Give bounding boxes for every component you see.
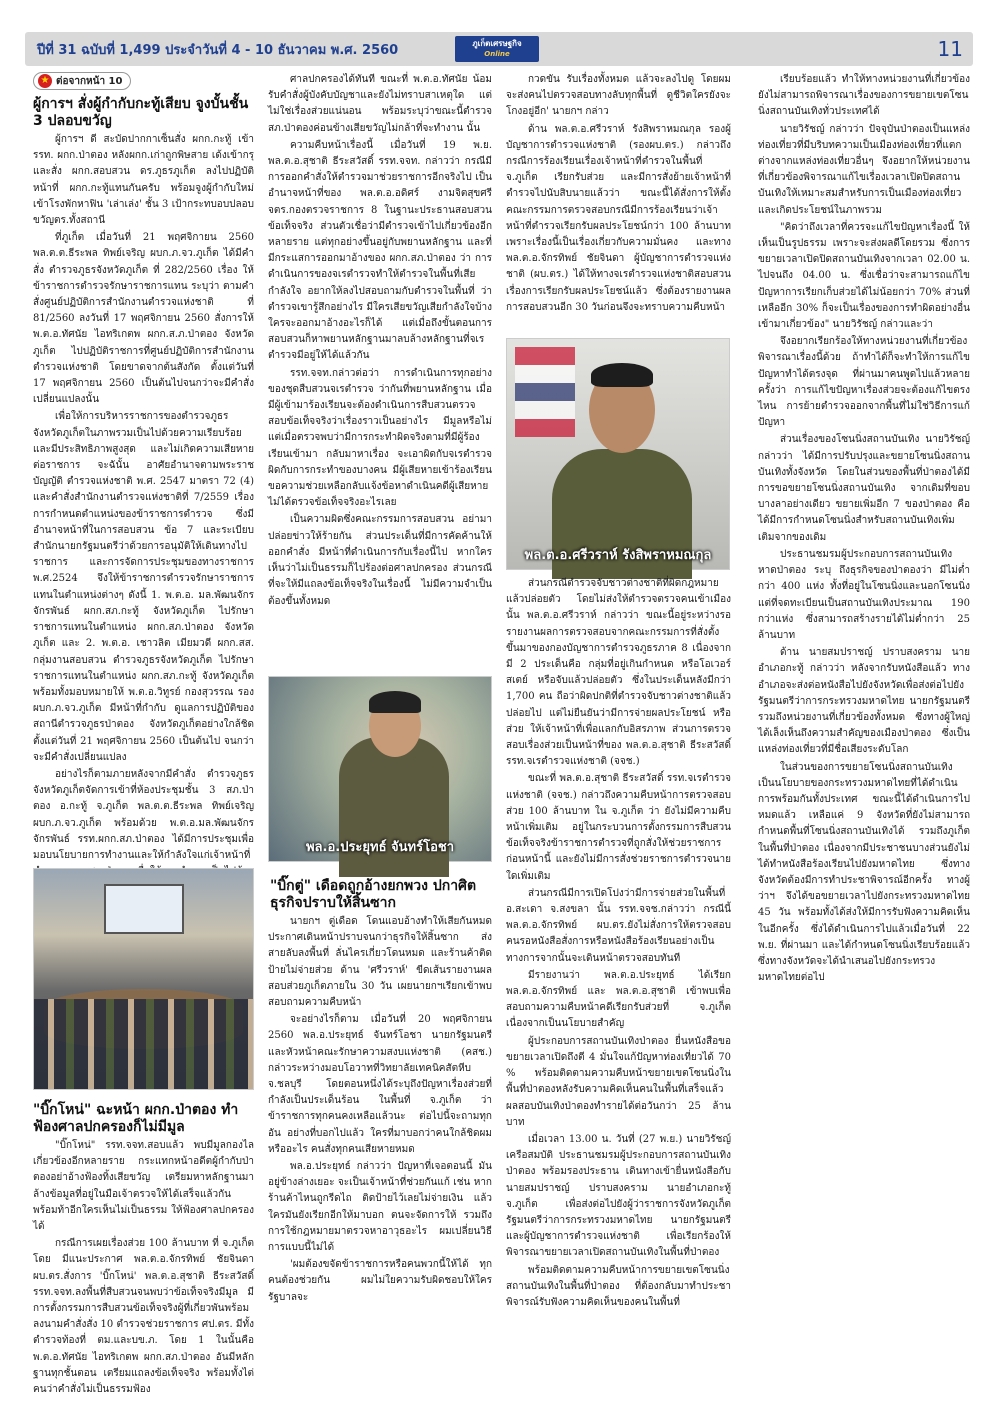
paragraph: ประธานชมรมผู้ประกอบการสถานบันเทิงหาดป่าตอง ระบุ ถึงธุรกิจของป่าตองว่า มีไม่ต่ำกว่า 400 แห่ง ทั้งที่อยู่ในโซนนิ่งและนอกโซนนิ่ง แต่ที่จดทะเบียนเป็นสถานบันเทิงประมาณ 190 กว่าแห่ง ซึ่งสามารถสร้างรายได้ไม่ต่ำกว่า 25 ล้านบาท — [758, 548, 970, 641]
star-icon: ★ — [38, 74, 52, 88]
article3-body — [268, 914, 492, 1416]
paragraph: เรียบร้อยแล้ว ทำให้ทางหน่วยงานที่เกี่ยวข้องยังไม่สามารถพิจารณาเรื่องของการขยายเขตโซนนิ่งสถานบันเทิงทั่วประเทศได้ — [758, 74, 970, 118]
article3-continued-top — [506, 72, 731, 334]
paragraph: พร้อมติดตามความคืบหน้าการขยายเขตโซนนิ่งสถานบันเทิงในพื้นที่ป่าตอง ที่ต้องกลับมาทำประชาพิจารณ์รับฟังความคิดเห็นของคนในพื้นที่ — [506, 1264, 731, 1308]
prayut-photo — [268, 676, 492, 862]
srivara-photo — [506, 338, 730, 570]
article1-headline: ผู้การฯ สั่งผู้กำกับกะทู้เสียบ จูงบั้นชั้น 3 ปลอบขวัญ — [33, 96, 249, 129]
paragraph: นายวิรัชญ์ กล่าวว่า ปัจจุบันป่าตองเป็นแหล่งท่องเที่ยวที่มีบริบทความเป็นเมืองท่องเที่ยวที่แตกต่างจากแหล่งท่องเที่ยวอื่นๆ จึงอยากให้หน่วยงานที่เกี่ยวข้องพิจารณาแก้ไขเรื่องเวลาเปิดปิดสถานบันเทิงให้เหมาะสมสำหรับการเป็นเมืองท่องเที่ยว และเกิดประโยชน์ในภาพรวม — [758, 123, 970, 216]
paragraph: เมื่อเวลา 13.00 น. วันที่ (27 พ.ย.) นายวิรัชญ์ เครือสมบัติ ประธานชมรมผู้ประกอบการสถานบันเทิงป่าตอง พร้อมรองประธาน เดินทางเข้ายื่นหนังสือกับนายสมปราชญ์ ปราบสงคราม นายอำเภอกะทู้ จ.ภูเก็ต เพื่อส่งต่อไปยังผู้ว่าราชการจังหวัดภูเก็ต รัฐมนตรีว่าการกระทรวงมหาดไทย นายกรัฐมนตรี และผู้บัญชาการตำรวจแห่งชาติ เพื่อเรียกร้องให้พิจารณาขยายเวลาเปิดสถานบันเทิงในพื้นที่ป่าตอง — [506, 1133, 731, 1259]
logo-sub: Online — [484, 50, 510, 58]
photo-caption: พล.อ.ประยุทธ์ จันทร์โอชา — [305, 840, 455, 855]
paragraph: ส่วนเรื่องของโซนนิ่งสถานบันเทิง นายวิรัชญ์ กล่าวว่า ได้มีการปรับปรุงและขยายโซนนิ่งสถานบันเทิงทั้งจังหวัด โดยในส่วนของพื้นที่ป่าตองได้มีการขอขยายโซนนิ่งสถานบันเทิง จากเดิมที่ขอบบางลาอย่างเดียว ขยายเพิ่มอีก 7 ของป่าตอง คือ ได้มีการกำหนดโซนนิ่งสำหรับสถานบันเทิงเพิ่มเติมจากของเดิม — [758, 434, 970, 543]
article4-body — [758, 72, 970, 1416]
paragraph: ความคืบหน้าเรื่องนี้ เมื่อวันที่ 19 พ.ย. พล.ต.อ.สุชาติ ธีระสวัสดิ์ รรท.จจท. กล่าวว่า กรณีมีการออกคำสั่งให้ตำรวจมาช่วยราชการอีกจริงไป เป็นอำนาจหน้าที่ของ พล.ต.อ.อดิศร์ งามจิตสุขศรี จตร.กองตรวจราชการ 8 ในฐานะประธานสอบสวนข้อเท็จจริง ส่วนตัวเชื่อว่ามีตำรวจเข้าไปเกี่ยวข้องอีกหลายราย แต่ทุกอย่างขึ้นอยู่กับพยานหลักฐาน และที่มีกระแสการออกมาอ้างของ ผกก.สภ.ป่าตอง ว่า การดำเนินการของจเรตำรวจทำให้ตำรวจในพื้นที่เสียกำลังใจ อยากให้ลงไปสอบถามกับตำรวจในพื้นที่ ว่าตำรวจเขารู้สึกอย่างไร มีใครเสียขวัญเสียกำลังใจบ้าง ใครจะออกมาอ้างอะไรก็ได้ แต่เมื่อถึงขั้นตอนการสอบสวนก็หาพยานหลักฐานมาลบล้างหลักฐานที่จเรตำรวจมีอยู่ให้ได้แล้วกัน — [268, 139, 492, 362]
paragraph: ผู้ประกอบการสถานบันเทิงป่าตอง ยื่นหนังสือขอขยายเวลาเปิดถึงตี 4 มั่นใจแก้ปัญหาท่องเที่ยวได้ 70 % พร้อมติดตามความคืบหน้าขยายเขตโซนนิ่งในพื้นที่ป่าตองหลังรับความคิดเห็นคนในพื้นที่เสร็จแล้ว ผลสอบบันเทิงป่าตองทำรายได้ต่อวันกว่า 25 ล้านบาท — [506, 1035, 731, 1128]
paragraph: "บิ๊กโหน่" รรท.จจท.สอบแล้ว พบมีมูลกองไลเกี่ยวข้องอีกหลายราย กระแทกหน้าอดีตผู้กำกับป่าตองอย่าอ้างฟ้องทิ้งเสียขวัญ เตรียมหาหลักฐานมาล้างข้อมูลที่อยู่ในมือเจ้าตรวจให้ได้เสร็จแล้วกัน พร้อมท้าอีกใครเห็นไม่เป็นธรรม ให้ฟ้องศาลปกครองได้ — [33, 1140, 254, 1233]
page-header — [25, 32, 973, 66]
paragraph: ในส่วนของการขยายโซนนิ่งสถานบันเทิง เป็นนโยบายของกระทรวงมหาดไทยที่ได้ดำเนินการพร้อมกันทั้งประเทศ ขณะนี้ได้ดำเนินการไปหมดแล้ว เหลือแค่ 9 จังหวัดที่ยังไม่สามารถกำหนดพื้นที่โซนนิ่งสถานบันเทิงได้ รวมถึงภูเก็ต ในพื้นที่ป่าตอง เนื่องจากมีประชาชนบางส่วนยังไม่ได้ทำหนังสือร้องเรียนไปยังมหาดไทย ซึ่งทางจังหวัดต้องมีการทำประชาพิจารณ์อีกครั้ง ทางผู้ว่าฯ จึงได้ขอขยายเวลาไปยังกระทรวงมหาดไทย 45 วัน พร้อมทั้งได้ส่งให้มีการรับฟังความคิดเห็นในอีกครั้ง ซึ่งได้ดำเนินการไปแล้วเมื่อวันที่ 22 พ.ย. ที่ผ่านมา และได้กำหนดโซนนิ่งเรียบร้อยแล้ว ซึ่งทางจังหวัดจะได้นำเสนอไปยังกระทรวงมหาดไทยต่อไป — [758, 761, 970, 984]
paragraph: เป็นความผิดซึ่งคณะกรรมการสอบสวน อย่ามาปล่อยข่าวให้ร้ายกัน ส่วนประเด็นที่มีการคัดค้านให้ออกคำสั่ง มีหน้าที่ดำเนินการกับเรื่องนี้ไป หากใครเห็นว่าไม่เป็นธรรมก็ไปร้องต่อศาลปกครอง ส่วนกรณีที่จะให้มีแถลงข้อเท็จจริงในเรื่องนี้ ไม่มีความจำเป็นต้องขึ้นทั้งหมด — [268, 514, 492, 607]
photo-caption: พล.ต.อ.ศรีวราห์ รังสิพราหมณกุล — [524, 548, 712, 563]
paragraph: จะอย่างไรก็ตาม เมื่อวันที่ 20 พฤศจิกายน 2560 พล.อ.ประยุทธ์ จันทร์โอชา นายกรัฐมนตรี และหัวหน้าคณะรักษาความสงบแห่งชาติ (คสช.) กล่าวระหว่างมอบโอวาทที่วิทยาลัยเทคนิคสัตหีบ จ.ชลบุรี โดยตอนหนึ่งได้ระบุถึงปัญหาเรื่องส่วยที่กำลังเป็นประเด็นร้อน ในพื้นที่ จ.ภูเก็ต ว่า ข้าราชการทุกคนคงเหลือแล้วนะ ต่อไปนี้จะถามทุกอัน อย่างที่บอกไปแล้ว ใครที่มาบอกว่าคนใกล้ชิดผมหรืออะไร คนสั่งทุกคนเสียหายหมด — [268, 1014, 492, 1155]
article2-headline: "บิ๊กโหน่" ฉะหน้า ผกก.ป่าตอง ทำฟ้องศาลปกครองก็ไม่มีมูล — [33, 1102, 239, 1135]
flag-background — [515, 347, 575, 437]
paragraph: มีรายงานว่า พล.ต.อ.ประยุทธ์ ได้เรียก พล.ต.อ.จักรทิพย์ และ พล.ต.อ.สุชาติ เข้าพบเพื่อสอบถามความคืบหน้าคดีเรียกรับส่วยที่ จ.ภูเก็ต เนื่องจากเป็นนโยบายสำคัญ — [506, 969, 731, 1030]
continued-badge — [33, 72, 131, 90]
paragraph: 'ผมต้องขจัดข้าราชการหรือคนพวกนี้ให้ได้ ทุกคนต้องช่วยกัน ผมไม่ใยความรับผิดชอบให้ใคร รัฐบาลจะ — [268, 1259, 492, 1303]
article3-headline: "บิ๊กตู่" เดือดถูกอ้างยกพวง ปกาศิตธุรกิจปราบให้สิ้นซาก — [270, 878, 477, 911]
logo-text: ภูเก็ตเศรษฐกิจ — [472, 39, 522, 48]
page-number: 11 — [937, 37, 963, 61]
paragraph: รรท.จจท.กล่าวต่อว่า การดำเนินการทุกอย่างของชุดสืบสวนจเรตำรวจ ว่ากันที่พยานหลักฐาน เมื่อมีผู้เข้ามาร้องเรียนจะต้องดำเนินการสืบสวนตรวจสอบข้อเท็จจริงว่าเรื่องราวเป็นอย่างไร มีมูลหรือไม่ แต่เมื่อตรวจพบว่ามีการกระทำผิดจริงตามที่มีผู้ร้องเรียนเข้ามา กลับมาหาเรื่อง จะเอาผิดกับจเรตำรวจ ผิดกับการกระทำของบางคน มีผู้เสียหายเข้าร้องเรียนขอความช่วยเหลือกลับแจ้งข้อหาดำเนินคดีผู้เสียหาย ไม่ได้ตรวจข้อเท็จจริงอะไรเลย — [268, 367, 492, 509]
person-hair — [369, 691, 421, 713]
meeting-attendees — [34, 999, 253, 1089]
paragraph: ผู้การฯ ดี สะบัดปากกาเซ็นสั่ง ผกก.กะทู้ เข้ารรท. ผกก.ป่าตอง หลังผกก.เก่าถูกพิษสาย เด้งเข้ากรุและสั่ง ผกก.สอบสวน ดร.ภูธรภูเก็ต ลงไปปฏิบัติหน้าที่ ผกก.กะทู้แทนกันครับ พร้อมจูงผู้กำกับใหม่เข้าโรงพักหาฟิน 'เล่าเล่ง' ชั้น 3 เป้ากระทบอบปลอบขวัญตร.ทั้งสถานี — [33, 134, 254, 227]
article3-continued-bottom — [506, 576, 731, 1416]
paragraph: ด้าน นายสมปราชญ์ ปราบสงคราม นายอำเภอกะทู้ กล่าวว่า หลังจากรับหนังสือแล้ว ทางอำเภอจะส่งต่อหนังสือไปยังจังหวัดเพื่อส่งต่อไปยังรัฐมนตรีว่าการกระทรวงมหาดไทย นายกรัฐมนตรี รวมถึงหน่วยงานที่เกี่ยวข้องทั้งหมด ซึ่งทางผู้ใหญ่ได้เล็งเห็นถึงความสำคัญของเมืองป่าตอง ซึ่งเป็นแหล่งท่องเที่ยวที่มีชื่อเสียงระดับโลก — [758, 647, 970, 756]
paragraph: ส่วนกรณีมีการเปิดโปงว่ามีการจ่ายส่วยในพื้นที่ อ.สะเดา จ.สงขลา นั้น รรท.จจช.กล่าวว่า กรณีนี้ พล.ต.อ.จักรทิพย์ ผบ.ตร.ยังไม่สั่งการให้ตรวจสอบ คนรอหนังสือสั่งการหรือหนังสือร้องเรียนอย่างเป็นทางการจากนั้นจะเดินหน้าตรวจสอบทันที — [506, 887, 731, 964]
paragraph: จึงอยากเรียกร้องให้ทางหน่วยงานที่เกี่ยวข้องพิจารณาเรื่องนี้ด้วย ถ้าทำได้ก็จะทำให้การแก้ไขปัญหาทำได้ตรงจุด ที่ผ่านมาคนพูดไปแล้วหลายครั้งว่า การแก้ไขปัญหาเรื่องส่วยจะต้องแก้ไขตรงไหน การย้ายตำรวจออกจากพื้นที่ไม่ใช่วิธีการแก้ปัญหา — [758, 336, 970, 429]
paragraph: "คิดว่าถึงเวลาที่ควรจะแก้ไขปัญหาเรื่องนี้ ให้เห็นเป็นรูปธรรม เพราะจะส่งผลดีโดยรวม ซึ่งการขยายเวลาเปิดปิดสถานบันเทิงจากเวลา 02.00 น. ไปจนถึง 04.00 น. ซึ่งเชื่อว่าจะสามารถแก้ไขปัญหาการเรียกเก็บส่วยได้ไม่น้อยกว่า 70% ส่วนที่เหลืออีก 30% ก็จะเป็นเรื่องของการทำผิดอย่างอื่นเข้ามาเกี่ยวข้อง" นายวิรัชญ์ กล่าวและว่า — [758, 221, 970, 331]
paragraph: อย่างไรก็ตามภายหลังจากมีคำสั่ง ตำรวจภูธรจังหวัดภูเก็ตจัดการเข้าที่ห้องประชุมชั้น 3 สภ.ป่าตอง อ.กะทู้ จ.ภูเก็ต พล.ต.ต.ธีระพล ทิพย์เจริญ ผบก.ภ.จว.ภูเก็ต พร้อมด้วย พ.ต.อ.มล.พัฒนจักร จักรพันธ์ รรท.ผกก.สภ.ป่าตอง ได้มีการประชุมเพื่อมอบนโยบายการทำงานและให้กำลังใจแก่เจ้าหน้าที่ — [33, 768, 254, 861]
article1-body — [33, 132, 254, 862]
meeting-photo — [33, 868, 254, 1090]
paragraph: กวดขัน รับเรื่องทั้งหมด แล้วจะลงไปดู โดยผมจะส่งคนไปตรวจสอบทางลับทุกพื้นที่ ดูชีวิตใครยังจะโกงอยู่อีก' นายกฯ กล่าว — [506, 74, 731, 118]
paragraph: ศาลปกครองได้ทันที ขณะที่ พ.ต.อ.ทัศนัย น้อมรับคำสั่งผู้บังคับบัญชาและยังไม่ทราบสาเหตุใด แต่ไม่ใช่เรื่องส่วยแน่นอน พร้อมระบุว่าขณะนี้ตำรวจ สภ.ป่าตองค่อนข้างเสียขวัญไม่กล้าที่จะทำงาน นั้น — [268, 74, 492, 134]
paragraph: กรณีการเผยเรื่องส่วย 100 ล้านบาท ที่ จ.ภูเก็ต โดย มีแนะประกาศ พล.ต.อ.จักรทิพย์ ชัยจินดา ผบ.ตร.สั่งการ 'บิ๊กโหน่' พล.ต.อ.สุชาติ ธีระสวัสดิ์ รรท.จจท.ลงพื้นที่สืบสวนจนพบว่าข้อเท็จจริงมีมูล มีการตั้งกรรมการสืบสวนข้อเท็จจริงผู้ที่เกี่ยวพันพร้อมลงนามคำสั่งสั่ง 10 ตำรวจช่วยราชการ ศป.ตร. มีทั้งตำรวจท้องที่ ตม.และบข.ภ. โดย 1 ในนั้นคือ พ.ต.อ.ทัศนัย ไอทริเกตพ ผกก.สภ.ป่าตอง อันมีหลักฐานทุกชั้นตอน เตรียมแถลงข้อเท็จจริง พร้อมทั้งไต่คนว่าคำสั่งไม่เป็นธรรมฟ้อง — [33, 1238, 254, 1396]
newspaper-logo — [455, 36, 539, 62]
article2-continued — [268, 72, 492, 672]
projector-screen — [104, 884, 184, 934]
paragraph: ส่วนกรณีตำรวจจับชาวต่างชาติที่ผิดกฎหมายแล้วปล่อยตัว โดยไม่ส่งให้ตำรวจตรวจคนเข้าเมืองนั้น พล.ต.อ.ศรีวราห์ กล่าวว่า ขณะนี้อยู่ระหว่างรอรายงานผลการตรวจสอบจากคณะกรรมการที่สั่งตั้งขึ้นมาของกองบัญชาการตำรวจภูธรภาค 8 เนื่องจากมี 2 ประเด็นคือ กลุ่มที่อยู่เกินกำหนด หรือโอเวอร์ สเตย์ หรือจับแล้วปล่อยตัว ซึ่งในประเด็นหลังมีกว่า 1,700 คน ถือว่าผิดปกติที่ตำรวจจับชาวต่างชาติแล้วปล่อยไป แต่ไม่ยืนยันว่ามีการจ่ายผลประโยชน์ หรือส่วย ให้เจ้าหน้าที่เพื่อแลกกับอิสรภาพ ส่วนการตรวจสอบเรื่องส่วยเป็นหน้าที่ของ พล.ต.อ.สุชาติ ธีระสวัสดิ์ รรท.จเรตำรวจแห่งชาติ (จจช.) — [506, 578, 731, 768]
paragraph: นายกฯ ตู่เดือด โดนแอบอ้างทำให้เสียกันหมด ประกาศเดินหน้าปราบจนกว่าธุรกิจให้สิ้นซาก ส่งสายลับลงพื้นที่ ลั่นไครเกี่ยวโดนหมด และร้านค้าติดป้ายไม่จ่ายส่วย ด้าน 'ศรีวราห์' ขีดเส้นรายงานผลสอบส่วยภูเก็ตภายใน 30 วัน เผยนายกฯเรียกเข้าพบสอบถามความคืบหน้า — [268, 916, 492, 1009]
article2-body — [33, 1138, 254, 1416]
paragraph: ที่ภูเก็ต เมื่อวันที่ 21 พฤศจิกายน 2560 พล.ต.ต.ธีระพล ทิพย์เจริญ ผบก.ภ.จว.ภูเก็ต ได้มีคำสั่ง ตำรวจภูธรจังหวัดภูเก็ต ที่ 282/2560 เรื่อง ให้ข้าราชการตำรวจรักษาราชการแทน ระบุว่า ตามคำสั่งศูนย์ปฏิบัติการสำนักงานตำรวจแห่งชาติ ที่ 81/2560 ลงวันที่ 17 พฤศจิกายน 2560 สั่งการให้ พ.ต.อ.ทัศนัย ไอทริเกตพ ผกก.ส.ภ.ป่าตอง จังหวัดภูเก็ต ไปปฏิบัติราชการที่ศูนย์ปฏิบัติการสำนักงานตำรวจแห่งชาติ โดยขาดจากต้นสังกัด ตั้งแต่วันที่ 17 พฤศจิกายน 2560 เป็นต้นไปจนกว่าจะมีคำสั่งเปลี่ยนแปลงนั้น — [33, 232, 254, 406]
person-hair — [591, 363, 653, 387]
paragraph: ขณะที่ พล.ต.อ.สุชาติ ธีระสวัสดิ์ รรท.จเรตำรวจแห่งชาติ (จจช.) กล่าวถึงความคืบหน้าการตรวจสอบส่วย 100 ล้านบาท ใน จ.ภูเก็ต ว่า ยังไม่มีความคืบหน้าเพิ่มเติม อยู่ในกระบวนการตั้งกรรมการสืบสวนข้อเท็จจริงข้าราชการตำรวจที่ถูกสั่งให้ช่วยราชการ ก่อนหน้านี้ และยังไม่มีการสั่งช่วยราชการตำรวจนายใดเพิ่มเติม — [506, 773, 731, 882]
paragraph: พล.อ.ประยุทธ์ กล่าวว่า ปัญหาที่เจอตอนนี้ มันอยู่ข้างล่างเยอะ จะเป็นเจ้าหน้าที่ช่วยกันแก้ เช่น หากร้านค้าไหนถูกรีดไถ ติดป้ายไว้เลยไม่จ่ายเงิน แล้วใครมันยังเรียกอีกให้มาบอก ตนจะจัดการให้ รวมถึงการใช้กฎหมายมาตรวจหาอาวุธอะไร ผมเปลี่ยนวิธีการแบบนี้ไม่ได้ — [268, 1161, 492, 1254]
paragraph: เพื่อให้การบริหารราชการของตำรวจภูธรจังหวัดภูเก็ตในภาพรวมเป็นไปด้วยความเรียบร้อย และมีประสิทธิภาพสูงสุด และไม่เกิดความเสียหายต่อราชการ จะฉันั้น อาศัยอำนาจตามพระราชบัญญัติ ตำรวจแห่งชาติ พ.ศ. 2547 มาตรา 72 (4) และคำสั่งสำนักงานตำรวจแห่งชาติที่ 7/2559 เรื่อง การกำหนดตำแหน่งของข้าราชการตำรวจ ซึ่งมีอำนาจหน้าที่ในการสอบสวน ข้อ 7 และระเบียบสำนักนายกรัฐมนตรีว่าด้วยการอนุมัติให้เดินทางไปราชการ และการจัดการประชุมของทางราชการ พ.ศ.2524 จึงให้ข้าราชการตำรวจรักษาราชการแทนในตำแหน่งต่างๆ ดังนี้ 1. พ.ต.อ. มล.พัฒนจักร จักรพันธ์ ผกก.สภ.กะทู้ จังหวัดภูเก็ต ไปรักษาราชการแทนในตำแหน่ง ผกก.สภ.ป่าตอง จังหวัดภูเก็ต และ 2. พ.ต.อ. เชาวลิต เมียมวดี ผกก.สส. กลุ่มงานสอบสวน ตำรวจภูธรจังหวัดภูเก็ต ไปรักษาราชการแทนในตำแหน่ง ผกก.สภ.กะทู้ จังหวัดภูเก็ต พร้อมทั้งมอบหมายให้ พ.ต.อ.วิทูรย์ กองสุวรรณ รองผบก.ภ.จว.ภูเก็ต มีหน้าที่กำกับ ดูแลการปฏิบัติของสถานีตำรวจภูธรป่าตอง จังหวัดภูเก็ตอย่างใกล้ชิด ตั้งแต่วันที่ 21 พฤศจิกายน 2560 เป็นต้นไป จนกว่าจะมีคำสั่งเปลี่ยนแปลง — [33, 411, 254, 763]
continued-label: ต่อจากหน้า 10 — [56, 75, 123, 87]
paragraph: ด้าน พล.ต.อ.ศรีวราห์ รังสิพราหมณกุล รองผู้บัญชาการตำรวจแห่งชาติ (รองผบ.ตร.) กล่าวถึงกรณีการร้องเรียนเรื่องเจ้าหน้าที่ตำรวจในพื้นที่ จ.ภูเก็ต เรียกรับส่วย และมีการสั่งย้ายเจ้าหน้าที่ตำรวจไปนับสิบนายแล้วว่า ขณะนี้ได้สั่งการให้ตั้งคณะกรรมการตรวจสอบกรณีมีการร้องเรียนว่าเจ้าหน้าที่ตำรวจเรียกรับผลประโยชน์กว่า 100 ล้านบาท เพราะเรื่องนี้เป็นเรื่องเกี่ยวกับความมั่นคง และทาง พล.ต.อ.จักรทิพย์ ชัยจินดา ผู้บัญชาการตำรวจแห่งชาติ (ผบ.ตร.) ได้ให้ทางจเรตำรวจแห่งชาติสอบสวนเรื่องการเรียกรับผลประโยชน์แล้ว ซึ่งต้องรายงานผลการสอบสวนอีก 30 วันก่อนจึงจะทราบความคืบหน้า — [506, 123, 731, 313]
issue-line: ปีที่ 31 ฉบับที่ 1,499 ประจำวันที่ 4 - 10 ธันวาคม พ.ศ. 2560 — [37, 42, 399, 58]
